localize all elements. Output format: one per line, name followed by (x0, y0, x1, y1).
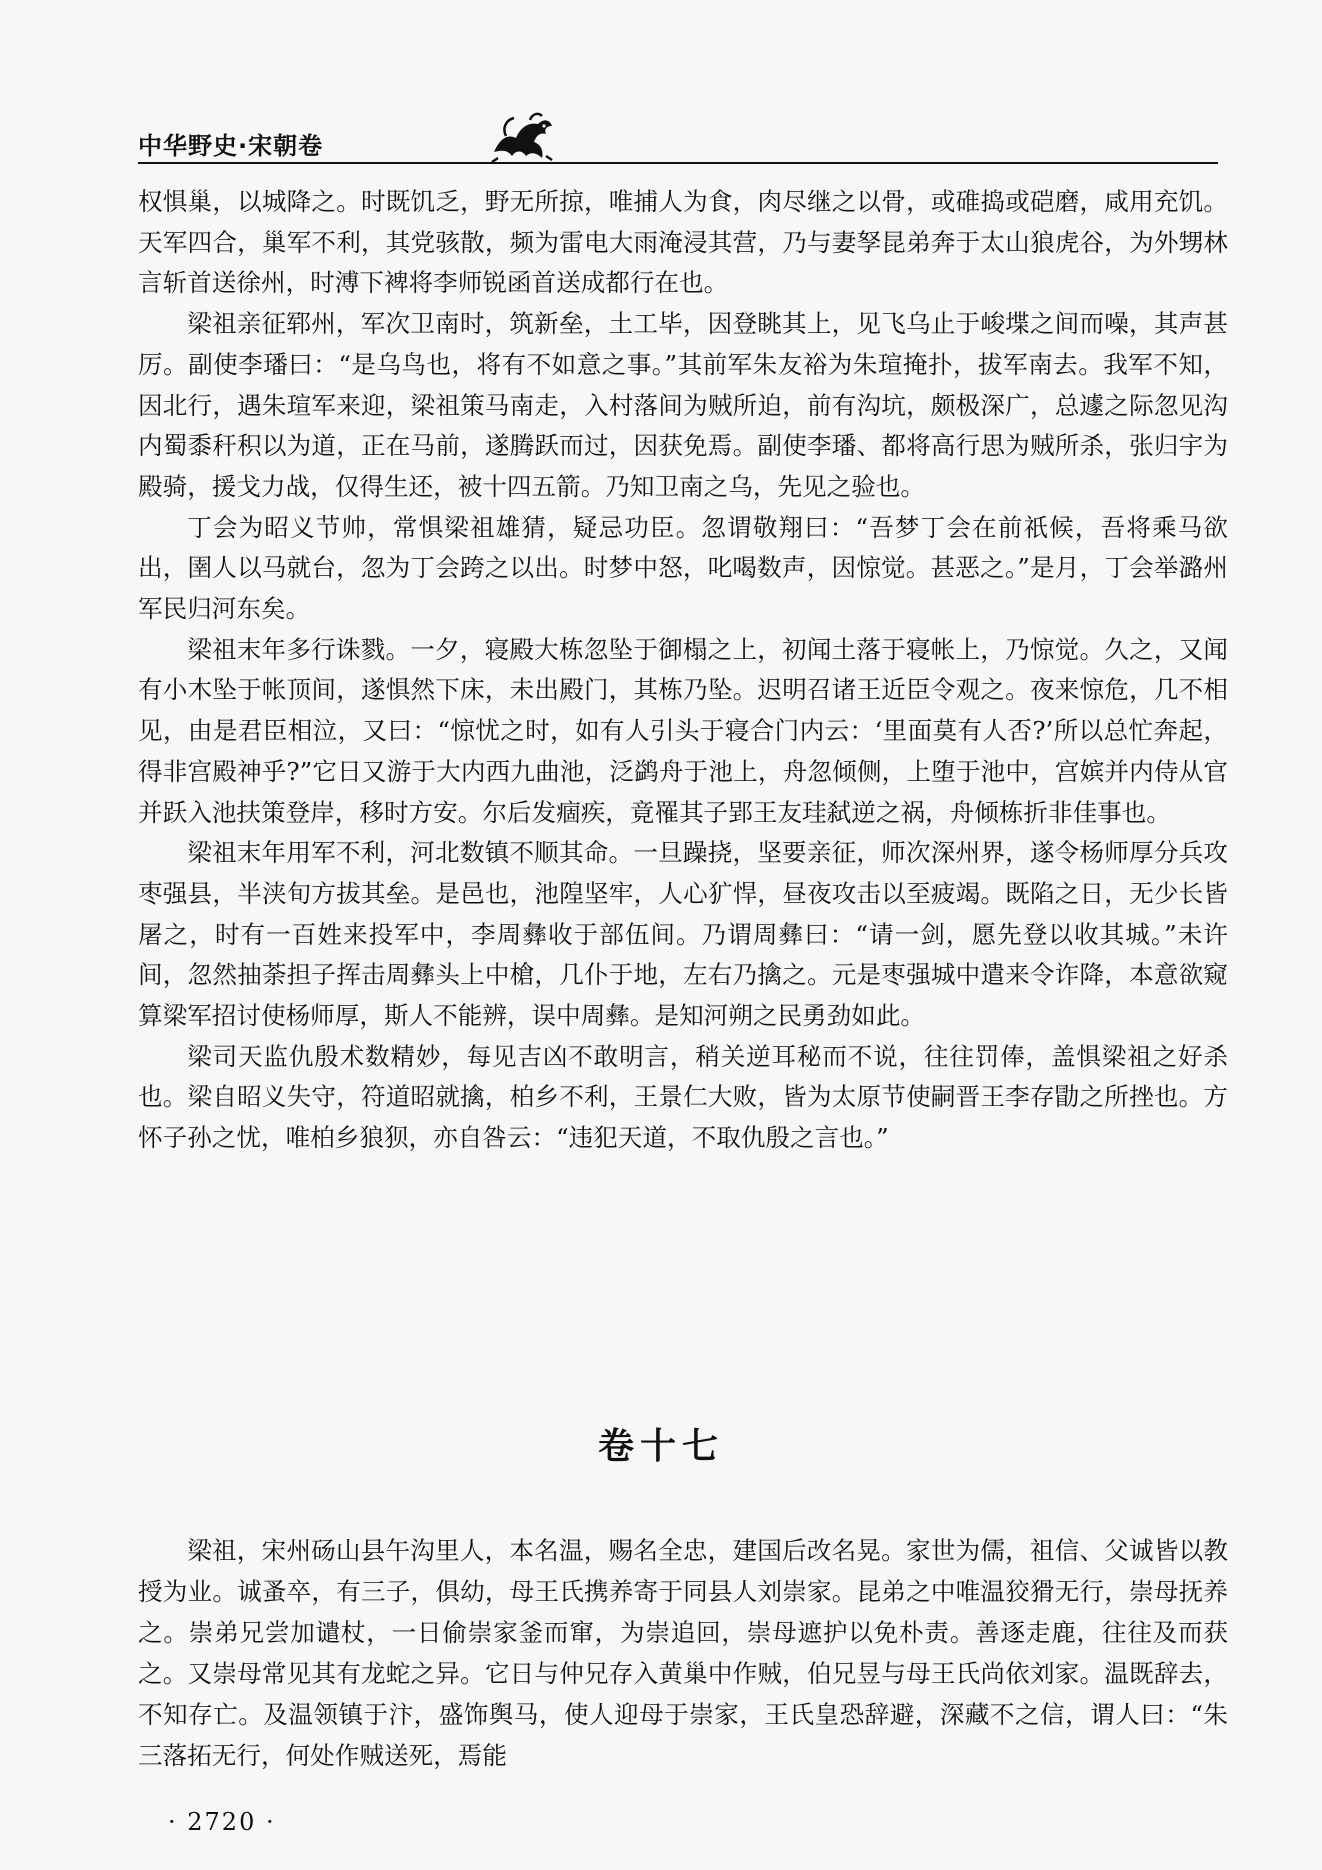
paragraph: 梁祖亲征郓州，军次卫南时，筑新垒，土工毕，因登眺其上，见飞乌止于峻堞之间而噪，其声甚厉。副使李璠曰：“是乌鸟也，将有不如意之事。”其前军朱友裕为朱瑄掩扑，拔军南去。我军不知，因北行，遇朱瑄军来迎，梁祖策马南走，入村落间为贼所迫，前有沟坑，颇极深广，总遽之际忽见沟内蜀黍秆积以为道，正在马前，遂腾跃而过，因获免焉。副使李璠、都将高行思为贼所杀，张归宇为殿骑，援戈力战，仅得生还，被十四五箭。乃知卫南之乌，先见之验也。 (138, 309, 1228, 501)
paragraph: 权惧巢，以城降之。时既饥乏，野无所掠，唯捕人为食，肉尽继之以骨，或碓捣或硙磨，咸用充饥。天军四合，巢军不利，其党骇散，频为雷电大雨淹浸其营，乃与妻孥昆弟奔于太山狼虎谷，为外甥林言斩首送徐州，时溥下裨将李师锐函首送成都行在也。 (138, 187, 1228, 298)
paragraph: 梁祖，宋州砀山县午沟里人，本名温，赐名全忠，建国后改名晃。家世为儒，祖信、父诚皆以教授为业。诚蚤卒，有三子，俱幼，母王氏携养寄于同县人刘崇家。昆弟之中唯温狡猾无行，崇母抚养之。崇弟兄尝加谴杖，一日偷崇家釜而窜，为崇追回，崇母遮护以免朴责。善逐走鹿，往往及而获之。又崇母常见其有龙蛇之异。它日与仲兄存入黄巢中作贼，伯兄昱与母王氏尚依刘家。温既辞去，不知存亡。及温领镇于汴，盛饰舆马，使人迎母于崇家，王氏皇恐辞避，深藏不之信，谓人曰：“朱三落拓无行，何处作贼送死，焉能 (138, 1536, 1228, 1770)
chapter-title: 卷十七 (597, 1426, 724, 1467)
header-rule (138, 162, 1218, 164)
page-number: · 2720 · (168, 1808, 276, 1836)
paragraph: 丁会为昭义节帅，常惧梁祖雄猜，疑忌功臣。忽谓敬翔曰：“吾梦丁会在前祇候，吾将乘马欲出，圉人以马就台，忽为丁会跨之以出。时梦中怒，叱喝数声，因惊觉。甚恶之。”是月，丁会举潞州军民归河东矣。 (138, 512, 1228, 624)
book-title: 中华野史·宋朝卷 (138, 132, 324, 160)
paragraph: 梁司天监仇殷术数精妙，每见吉凶不敢明言，稍关逆耳秘而不说，往往罚俸，盖惧梁祖之好杀也。梁自昭义失守，符道昭就擒，柏乡不利，王景仁大败，皆为太原节使嗣晋王李存勖之所挫也。方怀子孙之忧，唯柏乡狼狈，亦自咎云：“违犯天道，不取仇殷之言也。” (138, 1041, 1228, 1153)
paragraph: 梁祖末年多行诛戮。一夕，寝殿大栋忽坠于御榻之上，初闻土落于寝帐上，乃惊觉。久之，又闻有小木坠于帐顶间，遂惧然下床，未出殿门，其栋乃坠。迟明召诸王近臣令观之。夜来惊危，几不相见，由是君臣相泣，又曰：“惊忧之时，如有人引头于寝合门内云：‘里面莫有人否?’所以总忙奔起，得非宫殿神乎?”它日又游于大内西九曲池，泛鹢舟于池上，舟忽倾侧，上堕于池中，宫嫔并内侍从官并跃入池扶策登岸，移时方安。尔后发痼疾，竟罹其子郢王友珪弑逆之祸，舟倾栋折非佳事也。 (138, 634, 1228, 827)
paragraph: 梁祖末年用军不利，河北数镇不顺其命。一旦躁挠，坚要亲征，师次深州界，遂令杨师厚分兵攻枣强县，半浃旬方拔其垒。是邑也，池隍坚牢，人心犷悍，昼夜攻击以至疲竭。既陷之日，无少长皆屠之，时有一百姓来投军中，李周彝收于部伍间。乃谓周彝曰：“请一剑，愿先登以收其城。”未许间，忽然抽荼担子挥击周彝头上中槍，几仆于地，左右乃擒之。元是枣强城中遣来令诈降，本意欲窥算梁军招讨使杨师厚，斯人不能辨，误中周彝。是知河朔之民勇劲如此。 (138, 838, 1228, 1031)
running-header (138, 118, 578, 164)
text-section-1 (138, 182, 1228, 1159)
text-section-2 (138, 1530, 1228, 1776)
dragon-icon (486, 108, 556, 164)
